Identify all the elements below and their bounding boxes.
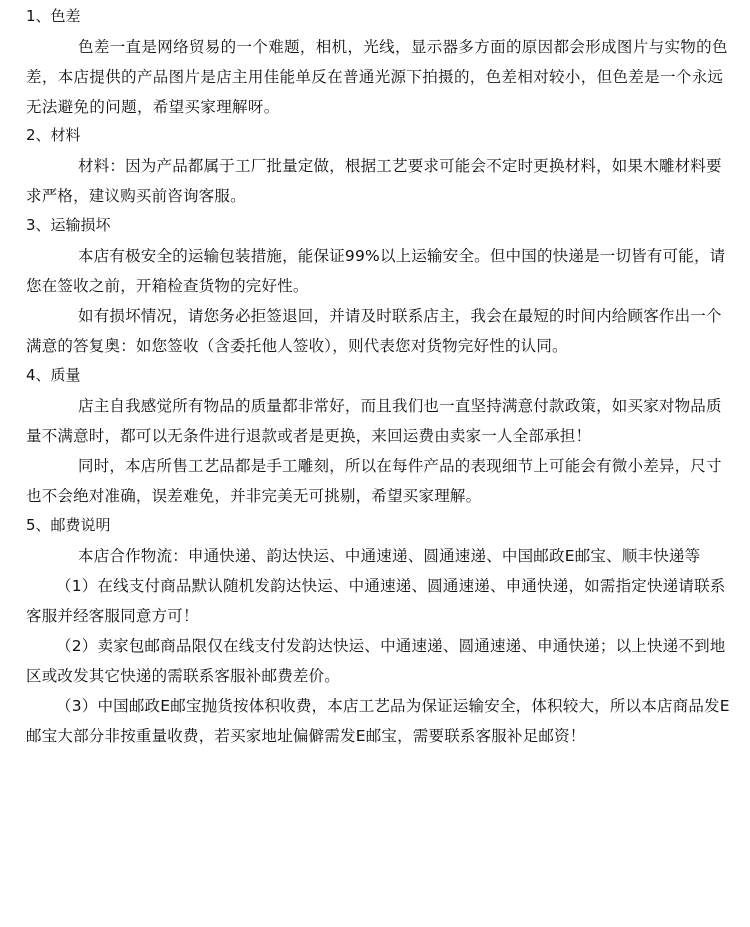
paragraph: 如有损坏情况，请您务必拒签退回，并请及时联系店主，我会在最短的时间内给顾客作出一个满意的答复奥：如您签收（含委托他人签收），则代表您对货物完好性的认同。 xyxy=(26,307,722,355)
section-quality xyxy=(26,363,736,511)
paragraph: 同时，本店所售工艺品都是手工雕刻，所以在每件产品的表现细节上可能会有微小差异，尺寸也不会绝对准确，误差难免，并非完美无可挑剔，希望买家理解。 xyxy=(26,457,722,505)
section-heading: 4、质量 xyxy=(26,366,81,384)
paragraph: 本店有极安全的运输包装措施，能保证99%以上运输安全。但中国的快递是一切皆有可能，请您在签收之前，开箱检查货物的完好性。 xyxy=(26,247,726,295)
paragraph: （3）中国邮政E邮宝抛货按体积收费，本店工艺品为保证运输安全，体积较大，所以本店商品发E邮宝大部分非按重量收费，若买家地址偏僻需发E邮宝，需要联系客服补足邮资！ xyxy=(26,697,730,745)
paragraph: 色差一直是网络贸易的一个难题，相机，光线，显示器多方面的原因都会形成图片与实物的色差，本店提供的产品图片是店主用佳能单反在普通光源下拍摄的，色差相对较小，但色差是一个永远无法避免的问题，希望买家理解呀。 xyxy=(26,38,728,116)
paragraph: （2）卖家包邮商品限仅在线支付发韵达快运、中通速递、圆通速递、申通快递；以上快递不到地区或改发其它快递的需联系客服补邮费差价。 xyxy=(26,637,726,685)
section-heading: 2、材料 xyxy=(26,126,81,144)
paragraph: 店主自我感觉所有物品的质量都非常好，而且我们也一直坚持满意付款政策，如买家对物品质量不满意时，都可以无条件进行退款或者是更换，来回运费由卖家一人全部承担！ xyxy=(26,397,722,445)
paragraph: 本店合作物流：申通快递、韵达快运、中通速递、圆通速递、中国邮政E邮宝、顺丰快递等 xyxy=(78,547,701,565)
section-heading: 1、色差 xyxy=(26,7,81,25)
paragraph: （1）在线支付商品默认随机发韵达快运、中通速递、圆通速递、申通快递，如需指定快递请联系客服并经客服同意方可！ xyxy=(26,577,726,625)
section-heading: 5、邮费说明 xyxy=(26,516,111,534)
section-postage xyxy=(26,513,736,751)
section-heading: 3、运输损坏 xyxy=(26,216,111,234)
paragraph: 材料：因为产品都属于工厂批量定做，根据工艺要求可能会不定时更换材料，如果木雕材料要求严格，建议购买前咨询客服。 xyxy=(26,157,722,205)
section-material xyxy=(26,123,736,211)
section-shipping-damage xyxy=(26,213,736,361)
section-color-difference xyxy=(26,4,736,122)
